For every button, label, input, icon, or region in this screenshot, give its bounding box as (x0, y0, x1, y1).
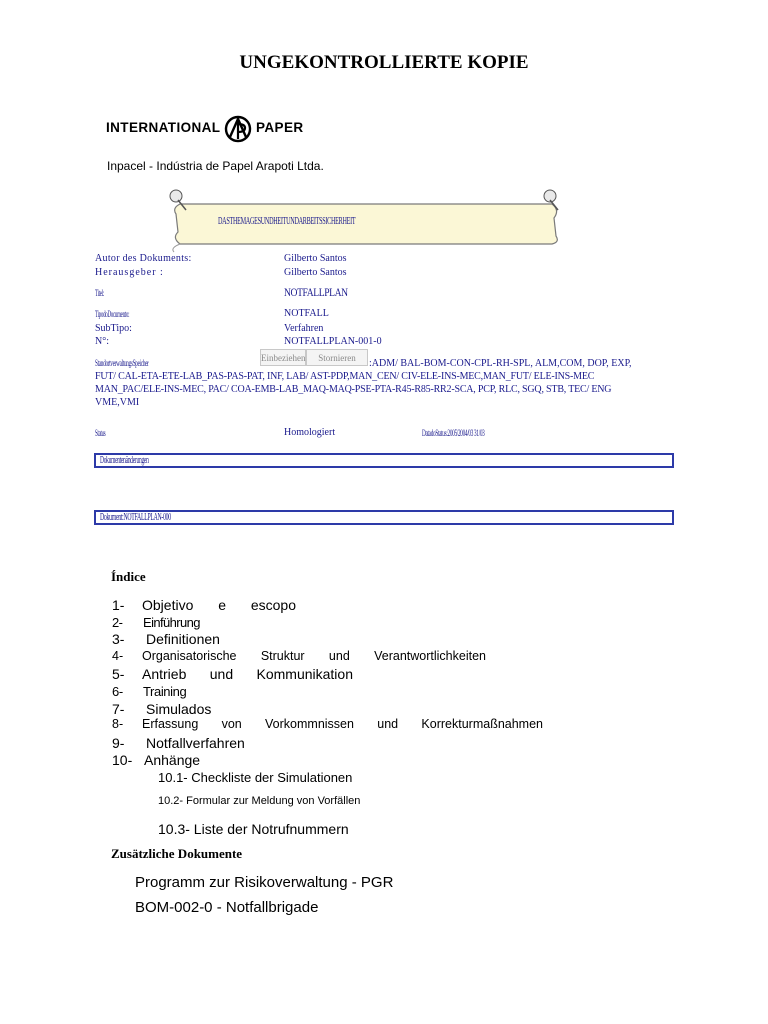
toc-item-8: 8- Erfassung von Vorkommnissen und Korrekturmaßnahmen (112, 717, 543, 731)
status-label: Status (95, 428, 106, 438)
additional-document-2: BOM-002-0 - Notfallbrigade (135, 899, 319, 916)
toc-item-7: 7- Simulados (112, 701, 212, 717)
logo-mark-icon (224, 115, 252, 143)
logo-right-word: PAPER (256, 120, 304, 135)
publisher-label: Herausgeber : (95, 267, 164, 278)
document-changes-label: Dokumentenänderungen (100, 455, 149, 466)
toc-item-5: 5- Antrieb und Kommunikation (112, 666, 353, 682)
storage-label: StandortverwaltungsSpeicher (95, 358, 149, 368)
doctype-label: TipodoDocumento: (95, 309, 130, 319)
page-title: UNGEKONTROLLIERTE KOPIE (239, 52, 529, 73)
toc-subitem-10-1: 10.1- Checkliste der Simulationen (158, 770, 353, 785)
banner-topic-text: DASTHEMAGESUNDHEITUNDARBEITSSICHERHEIT (218, 216, 356, 227)
toc-item-3: 3- Definitionen (112, 631, 220, 647)
embed-button[interactable]: Einbeziehen (260, 349, 306, 366)
cancel-button[interactable]: Stornieren (306, 349, 368, 366)
toc-subitem-10-2: 10.2- Formular zur Meldung von Vorfällen (158, 795, 361, 807)
logo-left-word: INTERNATIONAL (106, 120, 221, 135)
company-name: Inpacel - Indústria de Papel Arapoti Ltda. (107, 159, 324, 173)
document-bar[interactable] (94, 510, 674, 525)
site-list-line-3: MAN_PAC/ELE-INS-MEC, PAC/ COA-EMB-LAB_MAQ-MAQ-PSE-PTA-R45-R85-RR2-SCA, PCP, RLC, SGQ, STB, TEC/ ENG (95, 384, 612, 395)
document-changes-bar[interactable] (94, 453, 674, 468)
toc-item-6: 6- Training (112, 684, 187, 699)
status-value: Homologiert (284, 427, 336, 438)
title-value: NOTFALLPLAN (284, 285, 348, 299)
site-list-line-4: VME,VMI (95, 397, 140, 408)
additional-document-1: Programm zur Risikoverwaltung - PGR (135, 874, 394, 891)
doctype-value: NOTFALL (284, 308, 329, 319)
toc-item-9: 9- Notfallverfahren (112, 735, 245, 751)
toc-item-4: 4- Organisatorische Struktur und Verantwortlichkeiten (112, 649, 486, 663)
author-label: Autor des Dokuments: (95, 253, 192, 264)
toc-item-1: 1- Objetivo e escopo (112, 597, 296, 613)
publisher-value: Gilberto Santos (284, 267, 347, 278)
toc-item-10: 10- Anhänge (112, 752, 201, 768)
author-value: Gilberto Santos (284, 253, 347, 264)
site-list-line-1: :ADM/ BAL-BOM-CON-CPL-RH-SPL, ALM,COM, DOP, EXP, (369, 358, 632, 369)
number-label: N°: (95, 336, 109, 347)
additional-documents-title: Zusätzliche Dokumente (111, 846, 243, 861)
document-label: Dokument:NOTFALLPLAN-000 (100, 512, 171, 523)
site-list (95, 357, 655, 409)
title-label: Titel: (95, 288, 104, 298)
subtype-value: Verfahren (284, 323, 324, 334)
toc-item-2: 2- Einführung (112, 615, 200, 630)
subtype-label: SubTipo: (95, 323, 132, 334)
status-date: DatadoStatus:2005/2004/03 31/03 (422, 428, 485, 438)
site-list-line-2: FUT/ CAL-ETA-ETE-LAB_PAS-PAS-PAT, INF, LAB/ AST-PDP,MAN_CEN/ CIV-ELE-INS-MEC,MAN_FUT/ ELE-INS-MEC (95, 371, 595, 382)
index-title: Índice (111, 569, 146, 584)
toc-subitem-10-3: 10.3- Liste der Notrufnummern (158, 821, 349, 837)
number-value: NOTFALLPLAN-001-0 (284, 336, 382, 347)
